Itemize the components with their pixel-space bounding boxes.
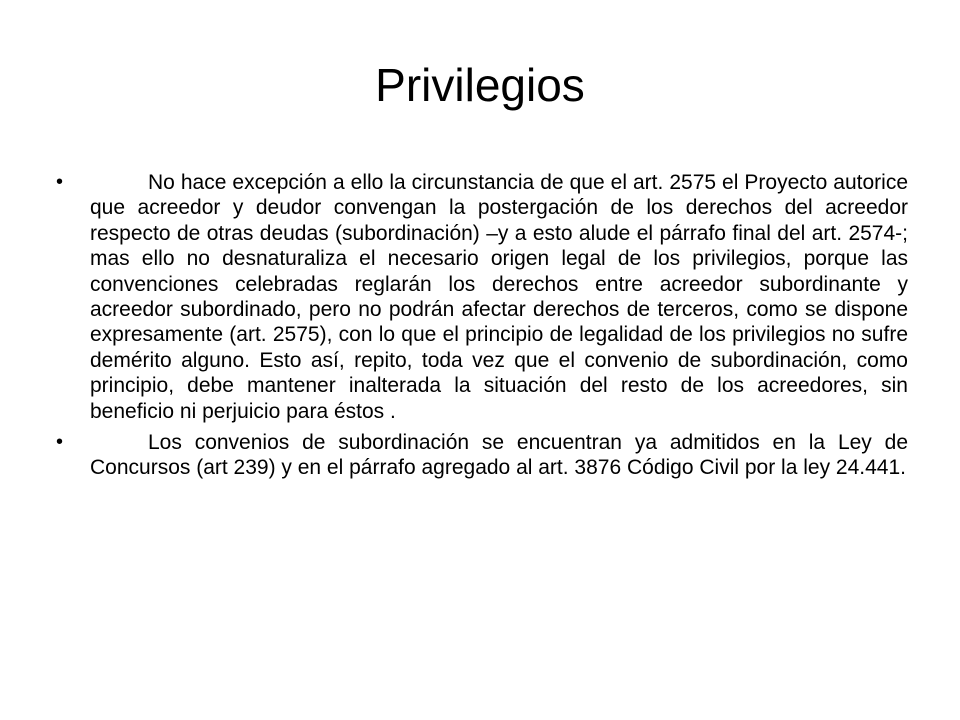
- bullet-text: Los convenios de subordinación se encuentran ya admitidos en la Ley de Concursos (art 239) y en el párrafo agregado al art. 3876 Código Civil por la ley 24.441.: [90, 431, 908, 480]
- bullet-text: No hace excepción a ello la circunstancia de que el art. 2575 el Proyecto autorice que acreedor y deudor convengan la postergación de los derechos del acreedor respecto de otras deudas (subordinación) –y a esto alude el párrafo final del art. 2574-; mas ello no desnaturaliza el necesario origen legal de los privilegios, porque las convenciones celebradas reglarán los derechos entre acreedor subordinante y acreedor subordinado, pero no podrán afectar derechos de terceros, como se dispone expresamente (art. 2575), con lo que el principio de legalidad de los privilegios no sufre demérito alguno. Esto así, repito, toda vez que el convenio de subordinación, como principio, debe mantener inalterada la situación del resto de los acreedores, sin beneficio ni perjuicio para éstos .: [90, 171, 908, 423]
- bullet-list: [56, 170, 908, 487]
- slide-title: Privilegios: [375, 59, 585, 111]
- bullet-item: [56, 170, 908, 424]
- bullet-icon: •: [56, 171, 64, 193]
- bullet-icon: •: [56, 431, 64, 454]
- bullet-item: [56, 430, 908, 481]
